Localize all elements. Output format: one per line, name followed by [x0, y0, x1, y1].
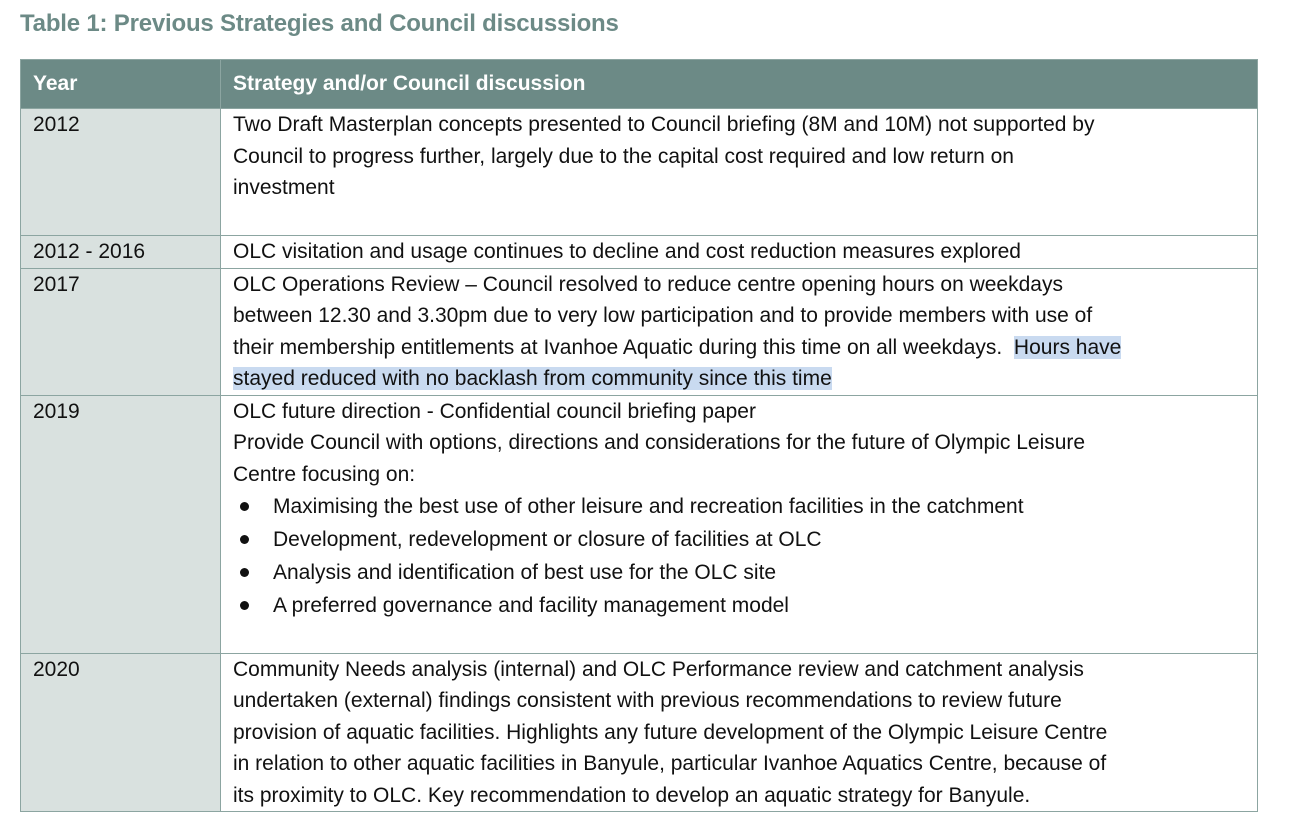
bullet-item [233, 523, 1245, 556]
discussion-cell [221, 236, 1258, 269]
year-cell: 2012 [21, 109, 221, 236]
bullet-item [233, 589, 1245, 622]
text-line: provision of aquatic facilities. Highlights any future development of the Olympic Leisure Centre [233, 720, 1108, 744]
discussion-cell [221, 109, 1258, 236]
year-cell: 2020 [21, 653, 221, 812]
bullet-item [233, 556, 1245, 589]
table-row [21, 268, 1258, 395]
discussion-column-header: Strategy and/or Council discussion [221, 60, 1258, 109]
year-cell: 2012 - 2016 [21, 236, 221, 269]
table-row [21, 109, 1258, 236]
discussion-cell [221, 395, 1258, 653]
bullet-icon [240, 568, 249, 577]
text-line: Two Draft Masterplan concepts presented to Council briefing (8M and 10M) not supported by [233, 113, 1095, 136]
selected-text[interactable]: Hours have [1013, 335, 1122, 359]
text-line-with-selection [233, 332, 1245, 364]
text-line: undertaken (external) findings consistent with previous recommendations to review future [233, 689, 1062, 712]
bullet-text: A preferred governance and facility management model [273, 594, 789, 617]
discussion-cell [221, 653, 1258, 812]
bullet-text: Maximising the best use of other leisure and recreation facilities in the catchment [273, 495, 1024, 518]
text-line: investment [233, 176, 335, 199]
bullet-icon [240, 601, 249, 610]
discussion-cell[interactable] [221, 268, 1258, 395]
text-line: between 12.30 and 3.30pm due to very low participation and to provide members with use of [233, 304, 1093, 327]
text-line: in relation to other aquatic facilities in Banyule, particular Ivanhoe Aquatics Centre, because of [233, 752, 1107, 775]
table-row [21, 236, 1258, 269]
text-line: OLC future direction - Confidential council briefing paper [233, 399, 756, 423]
text-segment: their membership entitlements at Ivanhoe Aquatic during this time on all weekdays. [233, 335, 1014, 359]
text-line: Community Needs analysis (internal) and OLC Performance review and catchment analysis [233, 657, 1084, 681]
strategies-table [20, 59, 1258, 812]
table-header-row [21, 60, 1258, 109]
year-column-header: Year [21, 60, 221, 109]
text-line: Provide Council with options, directions and considerations for the future of Olympic Leisure [233, 431, 1086, 454]
text-line: Council to progress further, largely due to the capital cost required and low return on [233, 144, 1014, 168]
bullet-icon [240, 535, 249, 544]
table-row [21, 653, 1258, 812]
bullet-text: Analysis and identification of best use for the OLC site [273, 561, 777, 584]
text-line: OLC visitation and usage continues to decline and cost reduction measures explored [233, 240, 1021, 263]
table-caption: Table 1: Previous Strategies and Council discussions [20, 10, 619, 37]
text-line-with-selection [233, 363, 1245, 395]
bullet-icon [240, 502, 249, 511]
selected-text[interactable]: stayed reduced with no backlash from community since this time [233, 367, 832, 390]
text-line: OLC Operations Review – Council resolved to reduce centre opening hours on weekdays [233, 272, 1063, 296]
year-cell: 2017 [21, 268, 221, 395]
text-line: Centre focusing on: [233, 462, 416, 486]
bullet-item [233, 490, 1245, 523]
bullet-list [233, 490, 1245, 622]
year-cell: 2019 [21, 395, 221, 653]
table-row [21, 395, 1258, 653]
bullet-text: Development, redevelopment or closure of facilities at OLC [273, 528, 822, 551]
text-line: its proximity to OLC. Key recommendation to develop an aquatic strategy for Banyule. [233, 783, 1031, 807]
